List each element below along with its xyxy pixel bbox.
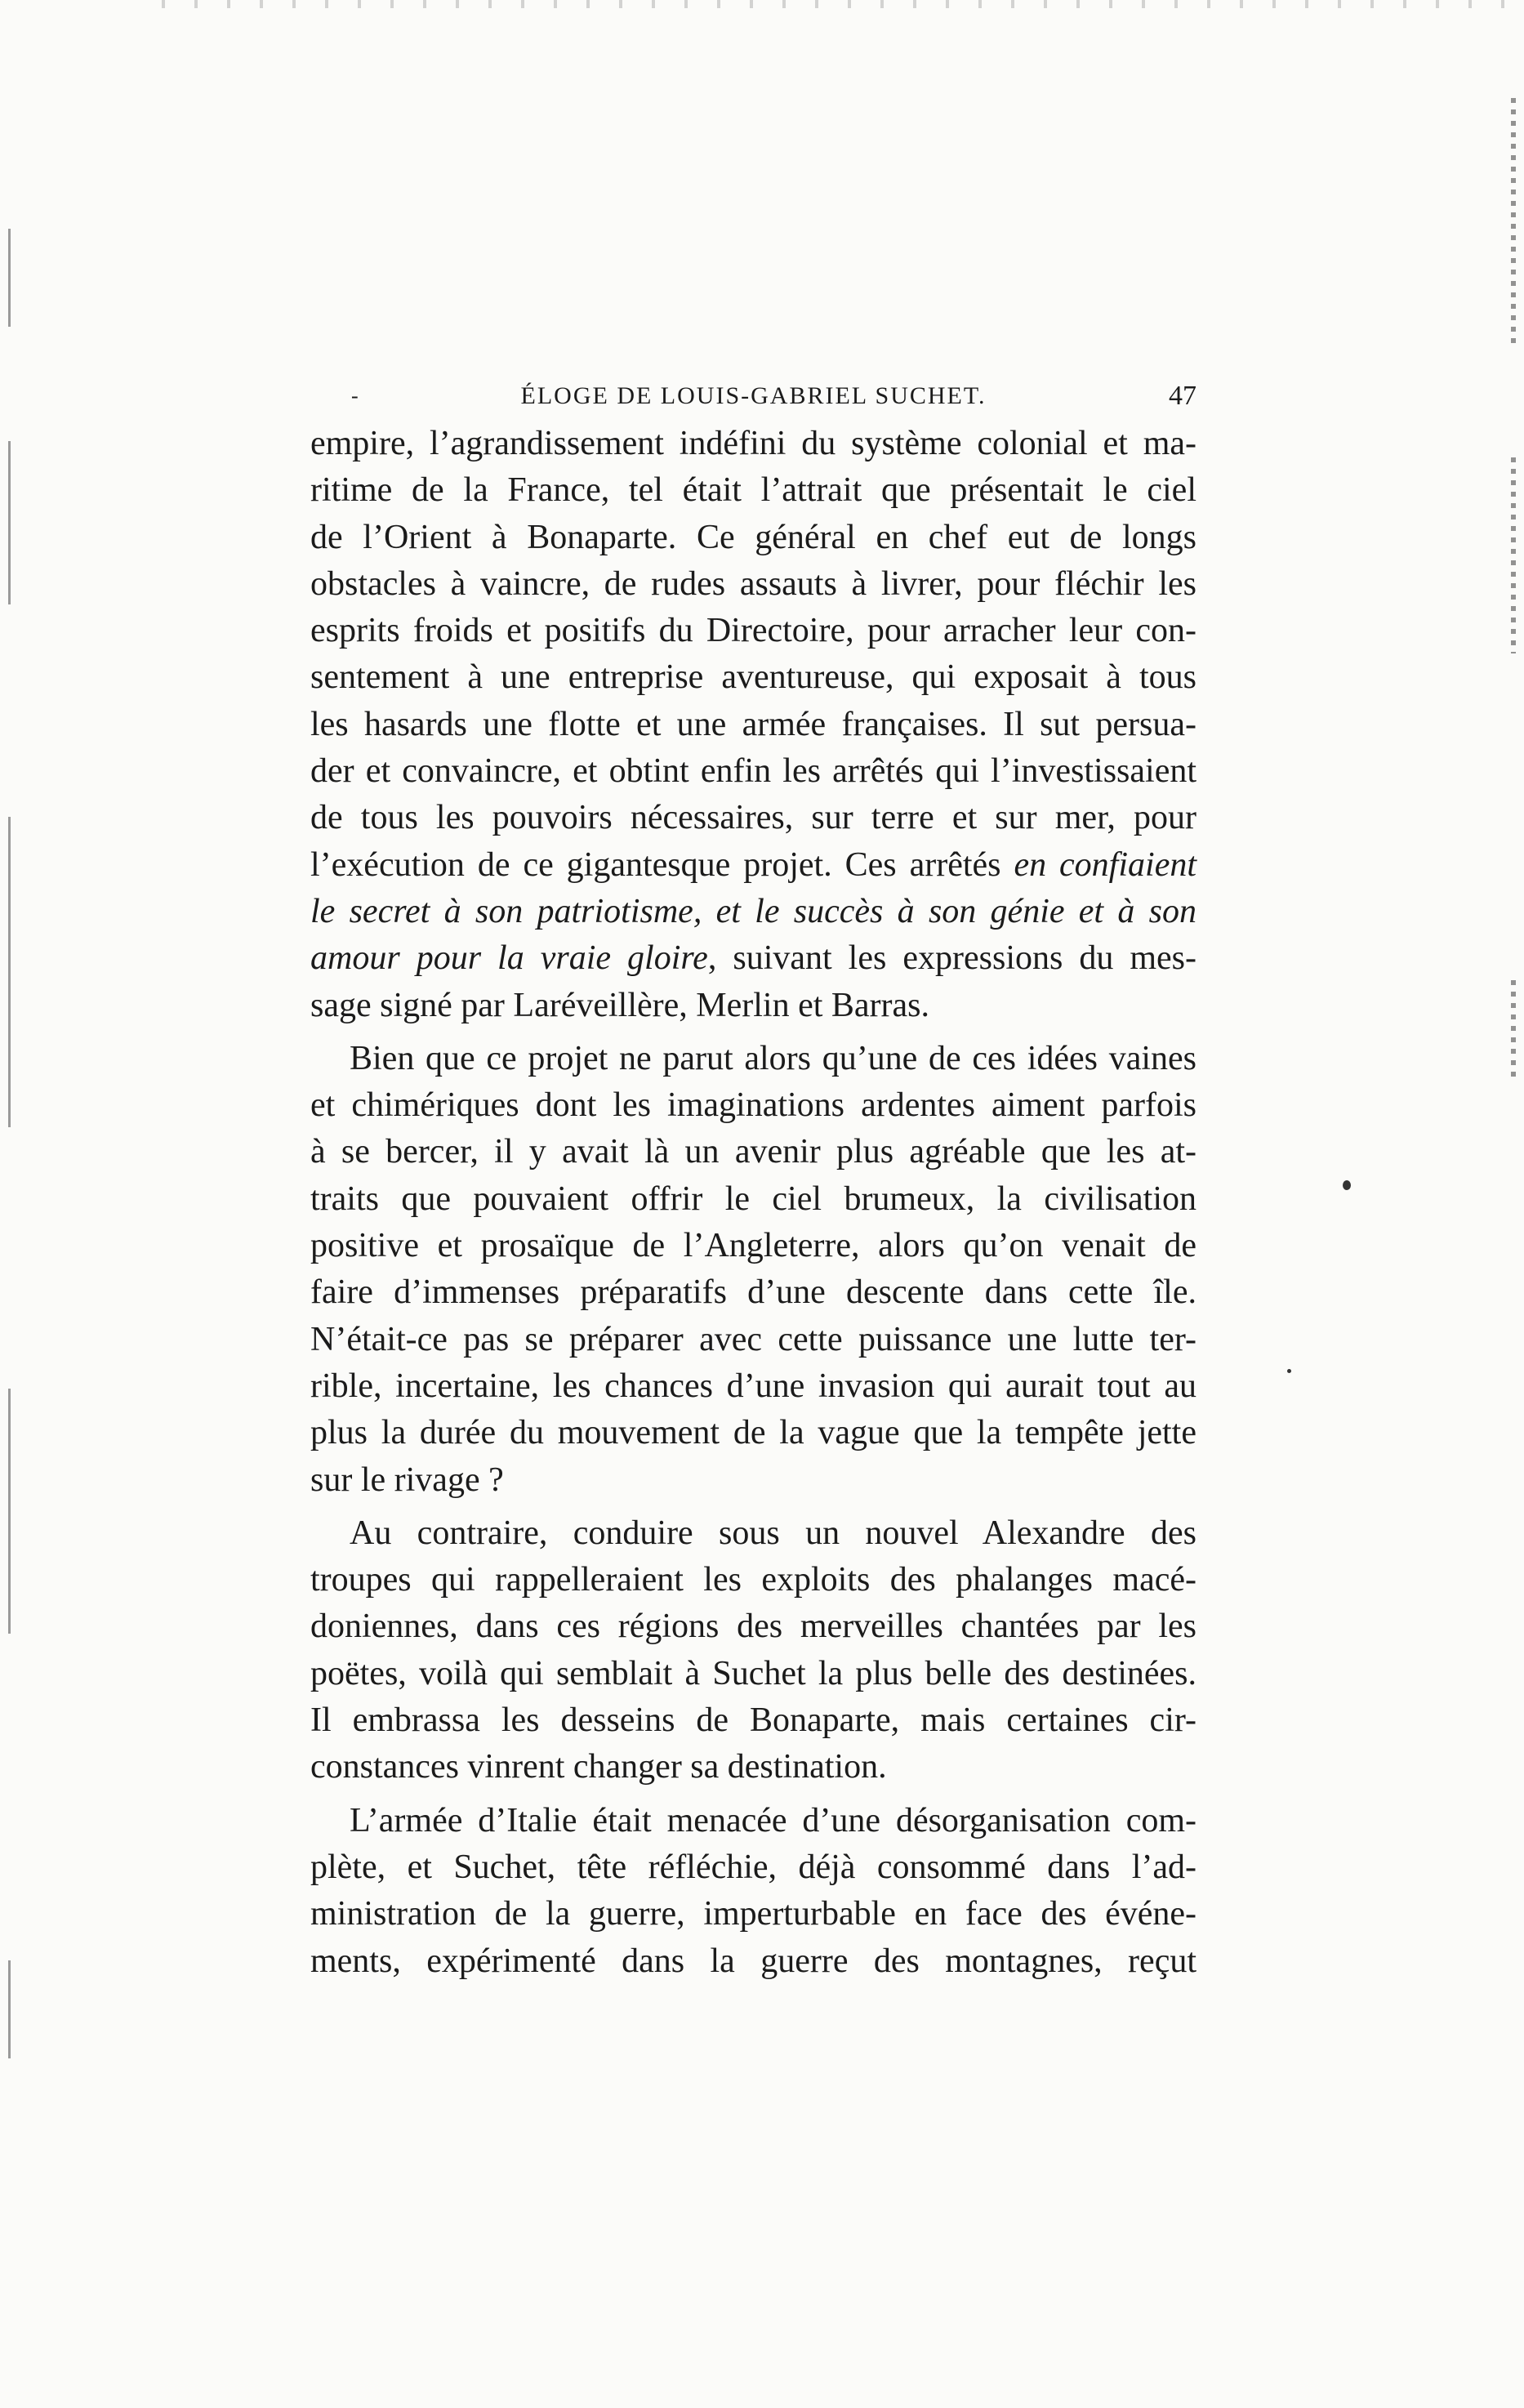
scan-artifact-left [8,441,11,604]
scan-artifact-left [8,817,11,1127]
text-line: traits que pouvaient offrir le ciel brumeux, la civilisation [310,1179,1196,1218]
text-line: sentement à une entreprise aventureuse, qui exposait à tous [310,658,1196,697]
text-line: les hasards une flotte et une armée françaises. Il sut persua- [310,705,1196,743]
body-text [310,421,1196,1985]
text-line: ritime de la France, tel était l’attrait que présentait le ciel [310,471,1196,510]
ink-speck [1287,1369,1291,1373]
text-line: troupes qui rappelleraient les exploits des phalanges macé- [310,1561,1196,1599]
text-line: doniennes, dans ces régions des merveilles chantées par les [310,1608,1196,1646]
italic-segment: en confiaient [1014,845,1196,884]
scan-artifact-right [1511,980,1516,1078]
text-line-mixed [310,842,1196,889]
scan-artifact-right [1511,457,1516,653]
text-line: positive et prosaïque de l’Angleterre, alors qu’on venait de [310,1227,1196,1265]
text-line: obstacles à vaincre, de rudes assauts à livrer, pour fléchir les [310,564,1196,603]
text-line: N’était-ce pas se préparer avec cette puissance une lutte ter- [310,1320,1196,1358]
text-line: rible, incertaine, les chances d’une invasion qui aurait tout au [310,1367,1196,1405]
scan-artifact-left [8,1960,11,2058]
text-line: der et convaincre, et obtint enfin les arrêtés qui l’investissaient [310,752,1196,791]
running-head-title: ÉLOGE DE LOUIS-GABRIEL SUCHET. [520,382,987,409]
text-line: ministration de la guerre, imperturbable en face des événe- [310,1895,1196,1933]
text-segment: l’exécution de ce gigantesque projet. Ces arrêtés [310,845,1001,884]
text-line: sage signé par Laréveillère, Merlin et Barras. [310,986,929,1024]
text-line: empire, l’agrandissement indéfini du système colonial et ma- [310,425,1196,462]
text-line: faire d’immenses préparatifs d’une descente dans cette île. [310,1273,1196,1312]
ink-speck [1343,1180,1351,1190]
paragraph [310,1036,1196,1504]
text-line: Au contraire, conduire sous un nouvel Alexandre des [350,1514,1196,1552]
text-line: sur le rivage ? [310,1460,504,1499]
italic-segment: le secret à son patriotisme, et le succès à son génie et à son [310,892,1196,930]
text-line-mixed [310,935,1196,982]
page-number: 47 [1169,381,1196,411]
running-head [310,372,1196,421]
text-line: à se bercer, il y avait là un avenir plus agréable que les at- [310,1133,1196,1171]
text-segment: , suivant les expressions du mes- [707,939,1196,978]
text-line: Bien que ce projet ne parut alors qu’une de ces idées vaines [350,1039,1196,1077]
scan-artifact-left [8,229,11,327]
text-line: constances vinrent changer sa destination. [310,1748,887,1786]
text-line: plus la durée du mouvement de la vague que la tempête jette [310,1414,1196,1452]
scan-artifact-top [147,0,1519,8]
text-line: plète, et Suchet, tête réfléchie, déjà consommé dans l’ad- [310,1848,1196,1886]
paragraph [310,1510,1196,1791]
text-line: de l’Orient à Bonaparte. Ce général en chef eut de longs [310,518,1196,556]
paragraph [310,421,1196,1029]
paragraph [310,1798,1196,1985]
text-line: de tous les pouvoirs nécessaires, sur terre et sur mer, pour [310,799,1196,837]
running-head-dash: - [351,384,360,408]
text-line: ments, expérimenté dans la guerre des montagnes, reçut [310,1942,1196,1980]
text-line: Il embrassa les desseins de Bonaparte, mais certaines cir- [310,1701,1196,1740]
text-line: esprits froids et positifs du Directoire, pour arracher leur con- [310,612,1196,650]
book-page [310,372,1196,1985]
text-line: et chimériques dont les imaginations ardentes aiment parfois [310,1086,1196,1125]
scan-artifact-left [8,1389,11,1634]
text-line: L’armée d’Italie était menacée d’une désorganisation com- [350,1801,1196,1839]
italic-segment: amour pour la vraie gloire [310,939,708,978]
italic-line [310,889,1196,935]
text-line: poëtes, voilà qui semblait à Suchet la plus belle des destinées. [310,1654,1196,1692]
scan-artifact-right [1511,98,1516,343]
